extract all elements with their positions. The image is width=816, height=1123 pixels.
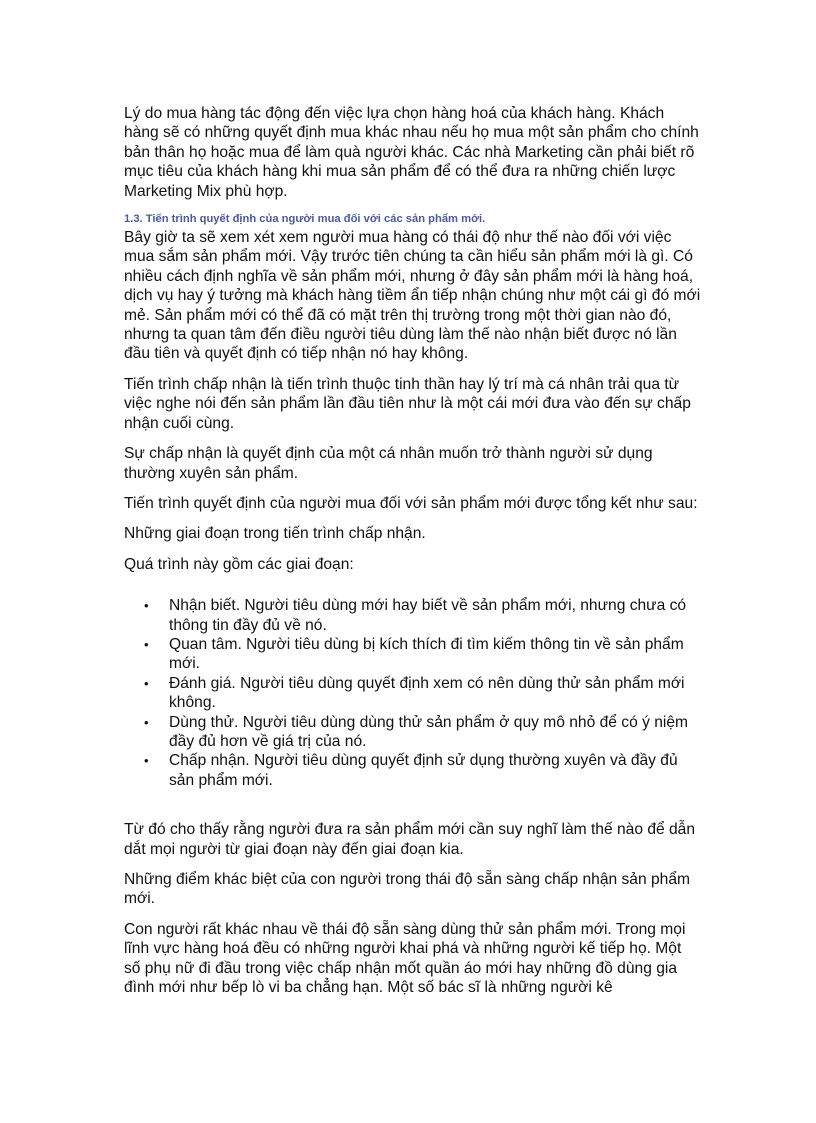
- document-page: [124, 104, 702, 1008]
- list-item: [144, 674, 702, 713]
- paragraph-new-product-definition: Bây giờ ta sẽ xem xét xem người mua hàng có thái độ như thế nào đối với việc mua sắm sản phẩm mới. Vậy trước tiên chúng ta cần hiểu sản phẩm mới là gì. Có nhiều cách định nghĩa về sản phẩm mới, nhưng ở đây sản phẩm mới là hàng hoá, dịch vụ hay ý tưởng mà khách hàng tiềm ẩn tiếp nhận chúng như một cái gì đó mới mẻ. Sản phẩm mới có thể đã có mặt trên thị trường trong một thời gian nào đó, nhưng ta quan tâm đến điều người tiêu dùng làm thế nào nhận biết được nó lần đầu tiên và quyết định có tiếp nhận nó hay không.: [124, 229, 701, 363]
- list-item: [144, 635, 702, 674]
- list-item: [144, 713, 702, 752]
- paragraph-differences-body: Con người rất khác nhau về thái độ sẵn sàng dùng thử sản phẩm mới. Trong mọi lĩnh vực hàng hoá đều có những người khai phá và những người kế tiếp họ. Một số phụ nữ đi đầu trong việc chấp nhận mốt quần áo mới hay những đồ dùng gia đình mới như bếp lò vi ba chẳng hạn. Một số bác sĩ là những người kê: [124, 920, 686, 997]
- paragraph-purchase-reason: Lý do mua hàng tác động đến việc lựa chọn hàng hoá của khách hàng. Khách hàng sẽ có những quyết định mua khác nhau nếu họ mua một sản phẩm cho chính bản thân họ hoặc mua để làm quà người khác. Các nhà Marketing cần phải biết rõ mục tiêu của khách hàng khi mua sản phẩm để có thể đưa ra những chiến lược Marketing Mix phù hợp.: [124, 105, 699, 200]
- list-item-text: Dùng thử. Người tiêu dùng dùng thử sản phẩm ở quy mô nhỏ để có ý niệm đầy đủ hơn về giá trị của nó.: [169, 713, 689, 750]
- stages-list: [124, 596, 702, 790]
- paragraph-adoption-process: Tiến trình chấp nhận là tiến trình thuộc tinh thần hay lý trí mà cá nhân trải qua từ việc nghe nói đến sản phẩm lần đầu tiên như là một cái mới đưa vào đến sự chấp nhận cuối cùng.: [124, 375, 691, 432]
- list-item-text: Nhận biết. Người tiêu dùng mới hay biết về sản phẩm mới, nhưng chưa có thông tin đầy đủ về nó.: [169, 597, 687, 634]
- bullet-icon: •: [144, 675, 149, 691]
- list-item: [144, 751, 702, 790]
- list-item: [144, 596, 702, 635]
- paragraph-process-summary: Tiến trình quyết định của người mua đối với sản phẩm mới được tổng kết như sau:: [124, 494, 698, 512]
- bullet-icon: •: [144, 598, 149, 614]
- bullet-icon: •: [144, 636, 149, 652]
- list-item-text: Quan tâm. Người tiêu dùng bị kích thích đi tìm kiếm thông tin về sản phẩm mới.: [169, 635, 684, 673]
- paragraph-stages-intro: Quá trình này gồm các giai đoạn:: [124, 555, 354, 573]
- paragraph-differences-title: Những điểm khác biệt của con người trong thái độ sẵn sàng chấp nhận sản phẩm mới.: [124, 871, 690, 908]
- list-item-text: Đánh giá. Người tiêu dùng quyết định xem có nên dùng thử sản phẩm mới không.: [169, 674, 685, 712]
- paragraph-guidance: Từ đó cho thấy rằng người đưa ra sản phẩm mới cần suy nghĩ làm thế nào để dẫn dắt mọi người từ giai đoạn này đến giai đoạn kia.: [124, 821, 696, 858]
- bullet-icon: •: [144, 753, 149, 769]
- list-item-text: Chấp nhận. Người tiêu dùng quyết định sử dụng thường xuyên và đầy đủ sản phẩm mới.: [169, 752, 678, 789]
- paragraph-stages-title: Những giai đoạn trong tiến trình chấp nhận.: [124, 525, 426, 543]
- bullet-icon: •: [144, 714, 149, 730]
- section-heading: 1.3. Tiến trình quyết định của người mua đối với các sản phẩm mới.: [124, 213, 486, 226]
- paragraph-adoption-definition: Sự chấp nhận là quyết định của một cá nhân muốn trở thành người sử dụng thường xuyên sản phẩm.: [124, 445, 653, 482]
